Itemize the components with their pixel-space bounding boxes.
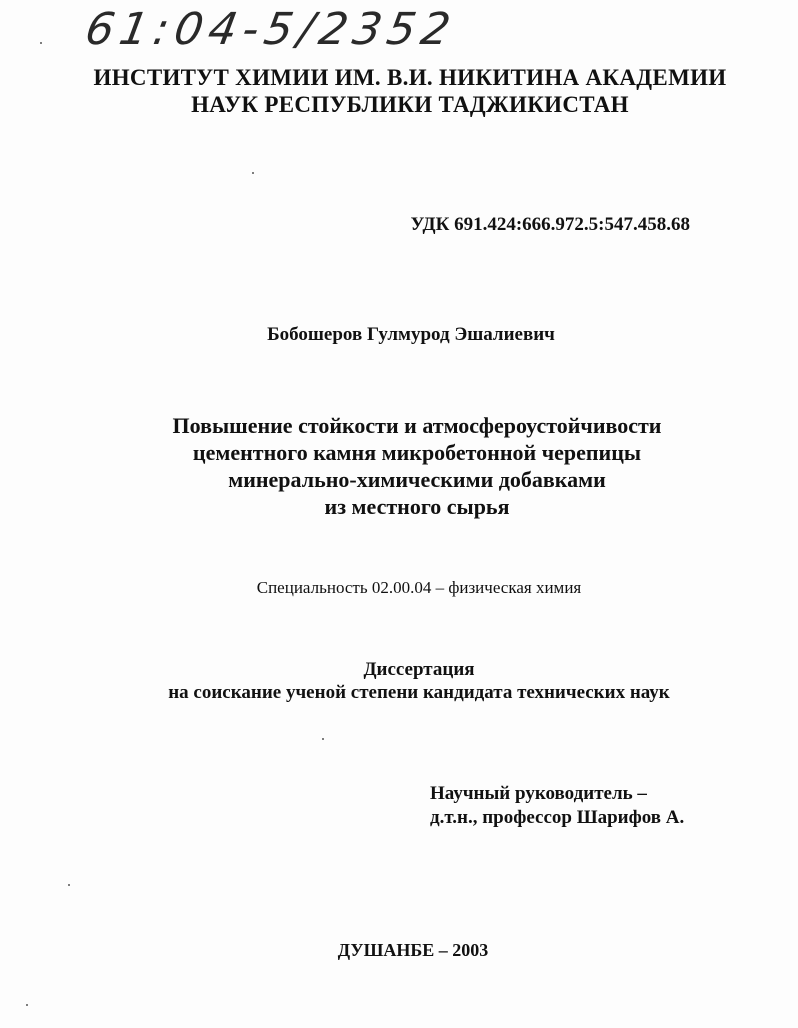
scan-speck	[322, 738, 324, 740]
scan-speck	[26, 1004, 28, 1006]
title-line-3: минерально-химическими добавками	[228, 467, 606, 492]
city-year: ДУШАНБЕ – 2003	[337, 940, 489, 960]
scientific-supervisor	[430, 782, 684, 830]
supervisor-line-1: Научный руководитель –	[430, 783, 647, 804]
scan-speck	[40, 42, 42, 44]
dissertation-title	[18, 412, 798, 520]
handwritten-catalog-number: 61:04-5/2352	[81, 4, 460, 55]
title-line-2: цементного камня микробетонной черепицы	[192, 440, 642, 465]
institute-line-2: НАУК РЕСПУБЛИКИ ТАДЖИКИСТАН	[191, 92, 629, 117]
dissertation-line-1: Диссертация	[363, 659, 475, 680]
dissertation-line-2: на соискание ученой степени кандидата технических наук	[168, 682, 670, 703]
dissertation-type	[20, 658, 798, 704]
specialty-line: Специальность 02.00.04 – физическая химия	[256, 578, 582, 597]
udk-code: УДК 691.424:666.972.5:547.458.68	[410, 214, 690, 235]
scan-speck	[68, 884, 70, 886]
supervisor-line-2: д.т.н., профессор Шарифов А.	[430, 807, 685, 828]
institute-line-1: ИНСТИТУТ ХИМИИ ИМ. В.И. НИКИТИНА АКАДЕМИИ	[93, 65, 727, 90]
institute-heading	[20, 64, 798, 118]
author-name: Бобошеров Гулмурод Эшалиевич	[267, 324, 555, 345]
scan-speck	[252, 172, 254, 174]
title-line-1: Повышение стойкости и атмосфероустойчивости	[172, 413, 662, 438]
title-line-4: из местного сырья	[324, 494, 510, 519]
